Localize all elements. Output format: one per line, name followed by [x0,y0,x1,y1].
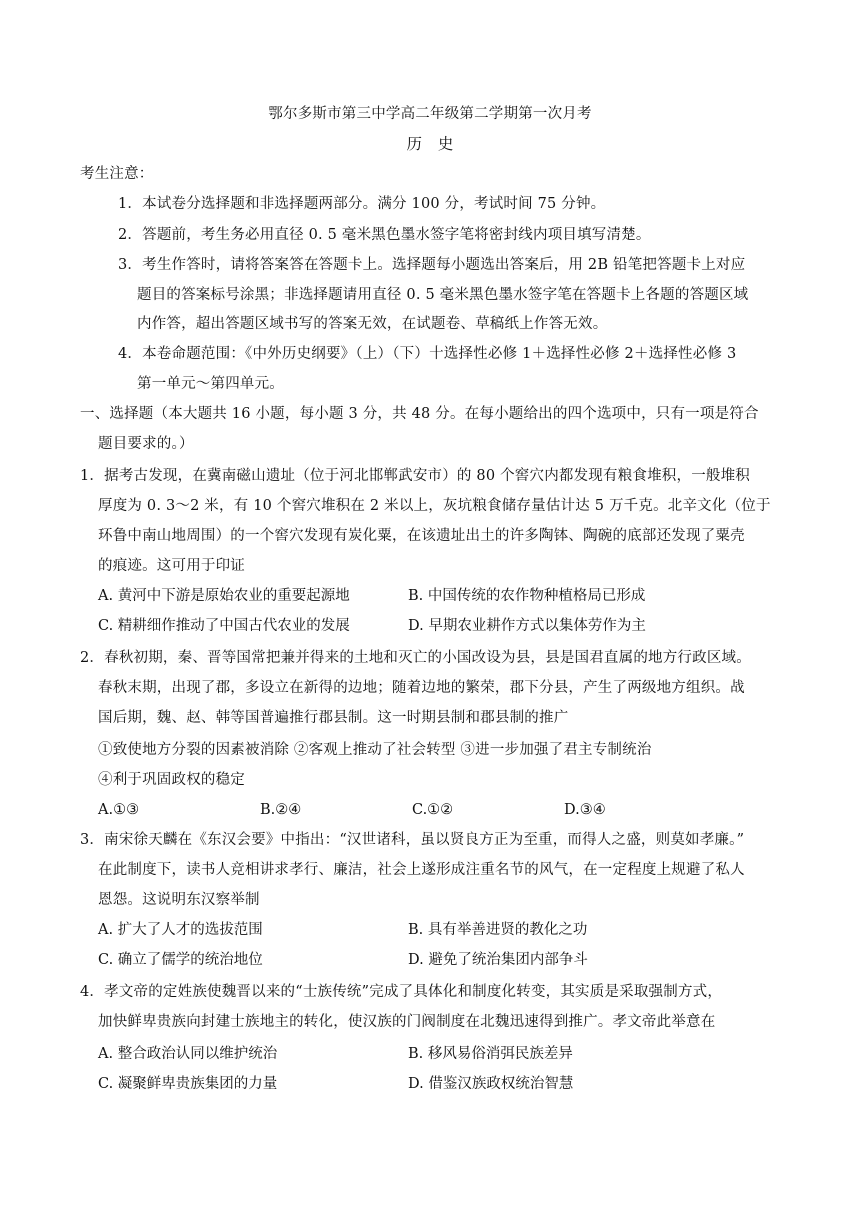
question-2-stem-line-2: 春秋末期，出现了郡，多设立在新得的边地；随着边地的繁荣，郡下分县，产生了两级地方组织。战 [98,680,745,696]
exam-title: 鄂尔多斯市第三中学高二年级第二学期第一次月考 [268,106,592,122]
question-3-option-c[interactable]: C. 确立了儒学的统治地位 [98,952,263,968]
question-4-stem: 4．孝文帝的定姓族使魏晋以来的“士族传统”完成了具体化和制度化转变，其实质是采取强制方式， [80,984,723,1000]
question-1-option-c[interactable]: C. 精耕细作推动了中国古代农业的发展 [98,618,350,634]
notice-item-3: 3．考生作答时，请将答案答在答题卡上。选择题每小题选出答案后，用 2B 铅笔把答题卡上对应 [118,257,746,273]
question-2-option-b[interactable]: B.②④ [260,802,302,818]
question-1-stem-line-3: 环鲁中南山地周围）的一个窖穴发现有炭化粟，在该遗址出土的许多陶钵、陶碗的底部还发现了粟壳 [98,528,745,544]
section-heading: 一、选择题（本大题共 16 小题，每小题 3 分，共 48 分。在每小题给出的四个选项中，只有一项是符合 [80,406,759,422]
notice-item-4: 4．本卷命题范围：《中外历史纲要》（上）（下）十选择性必修 1＋选择性必修 2＋选择性必修 3 [118,346,737,362]
question-4-option-b[interactable]: B. 移风易俗消弭民族差异 [408,1046,573,1062]
question-1-stem-line-2: 厚度为 0. 3～2 米，有 10 个窖穴堆积在 2 米以上，灰坑粮食储存量估计达 5 万千克。北辛文化（位于 [98,498,771,514]
question-2-option-c[interactable]: C.①② [412,802,454,818]
question-2-option-a[interactable]: A.①③ [98,802,140,818]
question-4-option-d[interactable]: D. 借鉴汉族政权统治智慧 [408,1076,574,1092]
question-1-option-d[interactable]: D. 早期农业耕作方式以集体劳作为主 [408,618,646,634]
question-2-statements: ①致使地方分裂的因素被消除 ②客观上推动了社会转型 ③进一步加强了君主专制统治 [98,742,652,758]
question-3-stem: 3．南宋徐天麟在《东汉会要》中指出：“汉世诸科，虽以贤良方正为至重，而得人之盛，则莫如孝廉。” [80,832,745,848]
question-3-option-b[interactable]: B. 具有举善进贤的教化之功 [408,922,588,938]
section-heading-line-2: 题目要求的。） [98,436,194,452]
question-3-option-d[interactable]: D. 避免了统治集团内部争斗 [408,952,588,968]
question-3-stem-line-3: 恩怨。这说明东汉察举制 [98,892,260,908]
notice-item-1: 1．本试卷分选择题和非选择题两部分。满分 100 分，考试时间 75 分钟。 [118,196,606,212]
question-4-stem-line-2: 加快鲜卑贵族向封建士族地主的转化，使汉族的门阀制度在北魏迅速得到推广。孝文帝此举意在 [98,1014,716,1030]
question-2-stem: 2．春秋初期，秦、晋等国常把兼并得来的土地和灭亡的小国改设为县，县是国君直属的地方行政区域。 [80,650,751,666]
question-4-option-a[interactable]: A. 整合政治认同以维护统治 [98,1046,278,1062]
question-2-statements-line-2: ④利于巩固政权的稳定 [98,772,245,788]
question-1-stem: 1．据考古发现，在冀南磁山遗址（位于河北邯郸武安市）的 80 个窖穴内都发现有粮食堆积，一般堆积 [80,468,750,484]
question-1-option-a[interactable]: A. 黄河中下游是原始农业的重要起源地 [98,588,350,604]
question-3-stem-line-2: 在此制度下，读书人竞相讲求孝行、廉洁，社会上遂形成注重名节的风气，在一定程度上规避了私人 [98,862,745,878]
notice-item-3-line-3: 内作答，超出答题区域书写的答案无效，在试题卷、草稿纸上作答无效。 [137,316,608,332]
subject-title: 历 史 [406,135,454,153]
question-1-option-b[interactable]: B. 中国传统的农作物种植格局已形成 [408,588,646,604]
notice-item-3-line-2: 题目的答案标号涂黑；非选择题请用直径 0. 5 毫米黑色墨水签字笔在答题卡上各题的答题区域 [137,287,749,303]
question-3-option-a[interactable]: A. 扩大了人才的选拔范围 [98,922,263,938]
question-4-option-c[interactable]: C. 凝聚鲜卑贵族集团的力量 [98,1076,278,1092]
question-1-stem-line-4: 的痕迹。这可用于印证 [98,558,245,574]
notice-item-4-line-2: 第一单元～第四单元。 [137,376,284,392]
notice-item-2: 2．答题前，考生务必用直径 0. 5 毫米黑色墨水签字笔将密封线内项目填写清楚。 [118,227,651,243]
notice-heading: 考生注意： [80,166,154,182]
question-2-stem-line-3: 国后期，魏、赵、韩等国普遍推行郡县制。这一时期县制和郡县制的推广 [98,710,569,726]
question-2-option-d[interactable]: D.③④ [564,802,606,818]
